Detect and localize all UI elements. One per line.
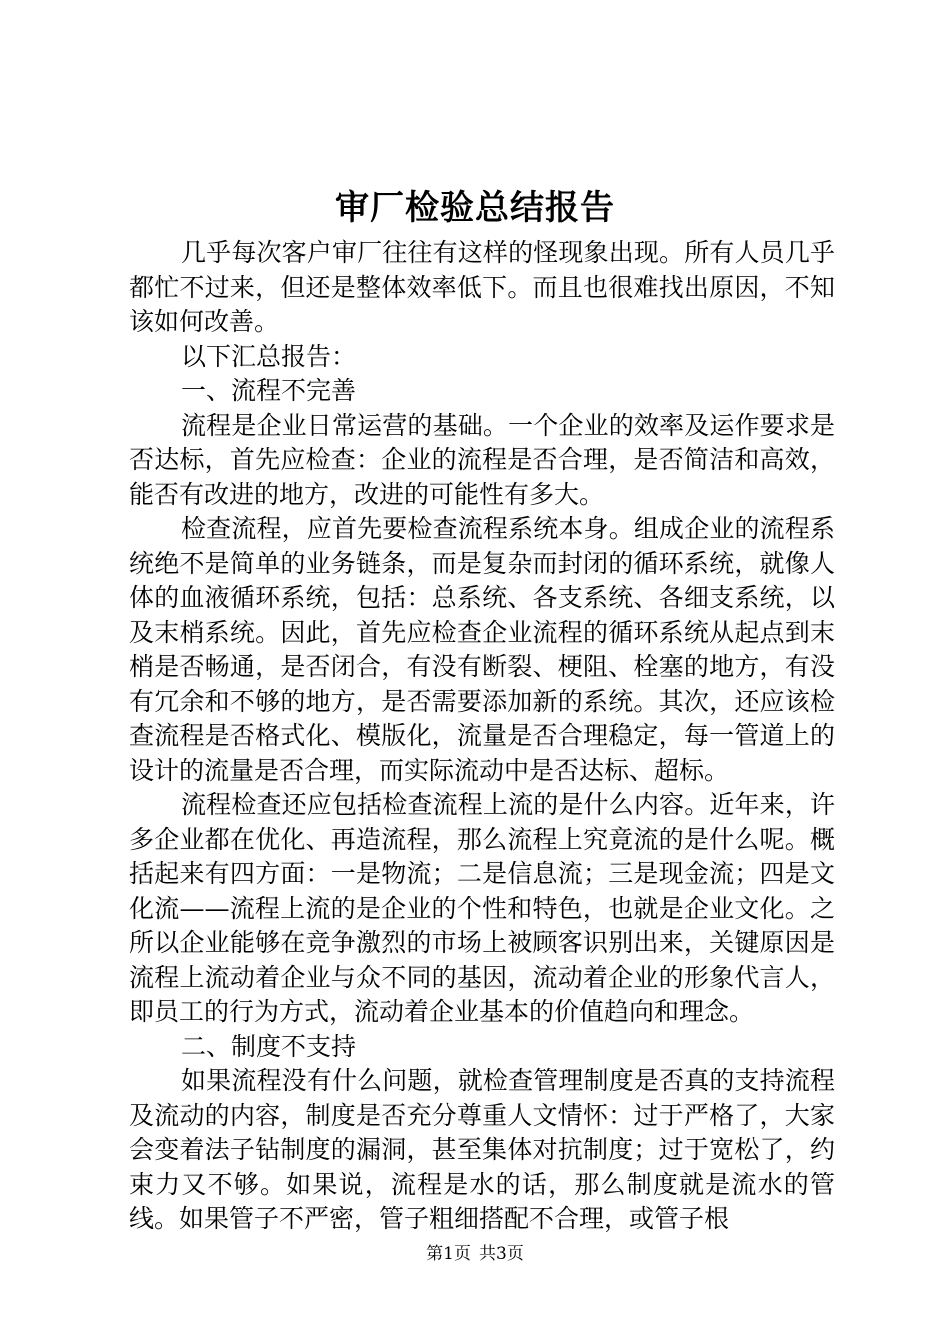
paragraph: 检查流程，应首先要检查流程系统本身。组成企业的流程系统绝不是简单的业务链条，而是复杂而封闭的循环系统，就像人体的血液循环系统，包括：总系统、各支系统、各细支系统，以及末梢系统。因此，首先应检查企业流程的循环系统从起点到末梢是否畅通，是否闭合，有没有断裂、梗阻、栓塞的地方，有没有冗余和不够的地方，是否需要添加新的系统。其次，还应该检查流程是否格式化、模版化，流量是否合理稳定，每一管道上的设计的流量是否合理，而实际流动中是否达标、超标。	[129, 514, 835, 785]
section-heading: 二、制度不支持	[181, 1031, 357, 1061]
document-title: 审厂检验总结报告	[335, 188, 615, 228]
page-number: 第1页	[426, 1244, 471, 1264]
section-heading: 一、流程不完善	[181, 376, 357, 405]
page-footer	[0, 1242, 950, 1266]
document-body	[129, 236, 835, 1237]
paragraph: 如果流程没有什么问题，就检查管理制度是否真的支持流程及流动的内容，制度是否充分尊重人文情怀：过于严格了，大家会变着法子钻制度的漏洞，甚至集体对抗制度；过于宽松了，约束力又不够。如果说，流程是水的话，那么制度就是流水的管线。如果管子不严密，管子粗细搭配不合理，或管子根	[129, 1066, 835, 1233]
paragraph: 流程是企业日常运营的基础。一个企业的效率及运作要求是否达标，首先应检查：企业的流程是否合理，是否简洁和高效，能否有改进的地方，改进的可能性有多大。	[129, 410, 835, 509]
paragraph: 几乎每次客户审厂往往有这样的怪现象出现。所有人员几乎都忙不过来，但还是整体效率低下。而且也很难找出原因，不知该如何改善。	[129, 238, 835, 336]
paragraph: 流程检查还应包括检查流程上流的是什么内容。近年来，许多企业都在优化、再造流程，那么流程上究竟流的是什么呢。概括起来有四方面：一是物流；二是信息流；三是现金流；四是文化流——流程上流的是企业的个性和特色，也就是企业文化。之所以企业能够在竞争激烈的市场上被顾客识别出来，关键原因是流程上流动着企业与众不同的基因，流动着企业的形象代言人，即员工的行为方式，流动着企业基本的价值趋向和理念。	[129, 790, 835, 1026]
paragraph: 以下汇总报告：	[181, 341, 357, 371]
page-total: 共3页	[479, 1244, 524, 1264]
